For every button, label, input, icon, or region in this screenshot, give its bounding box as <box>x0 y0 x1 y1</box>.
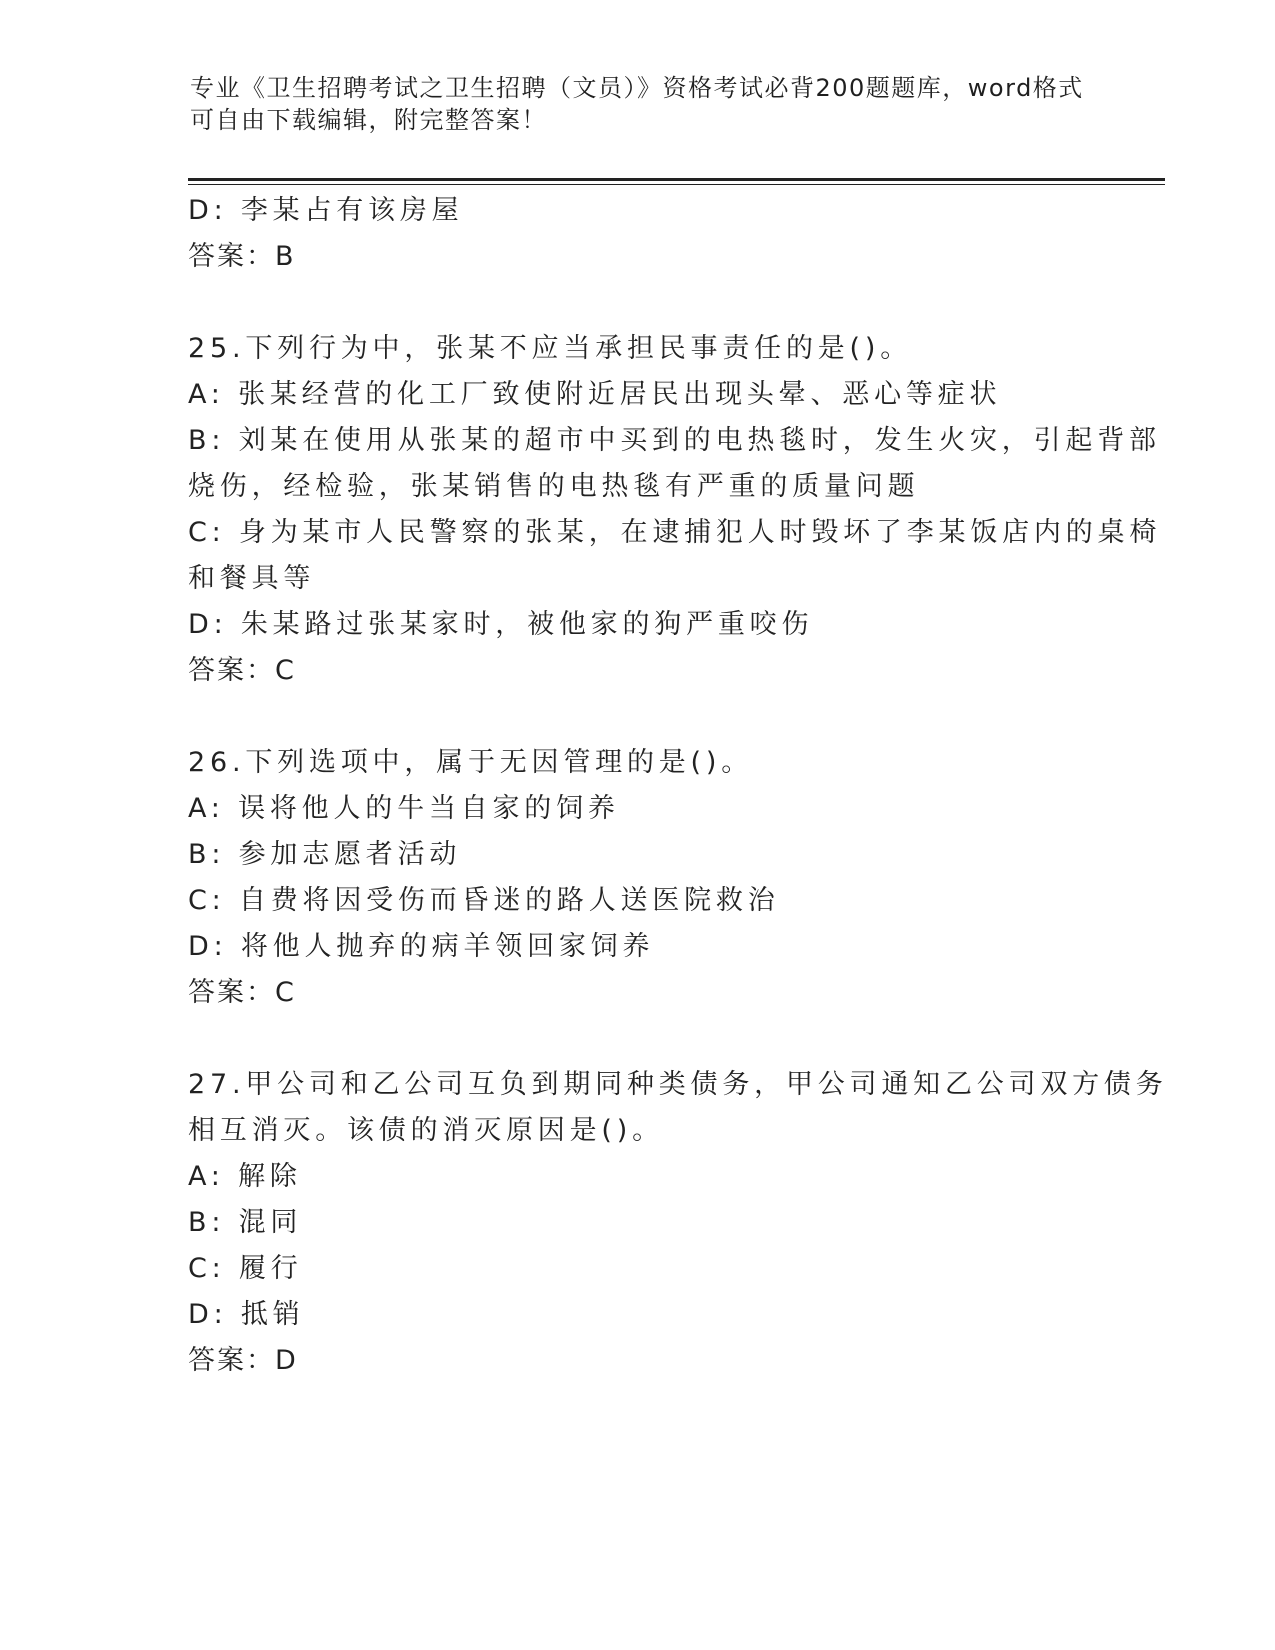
question-24-tail <box>188 188 1088 280</box>
question-25 <box>188 326 1162 694</box>
question-24-option-d: D: 李某占有该房屋 <box>188 195 464 226</box>
question-25-option-c-continued: 和餐具等 <box>188 563 316 594</box>
header-divider-thick <box>188 178 1165 181</box>
header-title-line-2: 可自由下载编辑，附完整答案！ <box>190 106 547 134</box>
question-24-answer: 答案：B <box>188 241 296 272</box>
question-25-option-d: D: 朱某路过张某家时，被他家的狗严重咬伤 <box>188 609 814 640</box>
question-list <box>188 188 1168 1384</box>
question-27-stem: 27.甲公司和乙公司互负到期同种类债务，甲公司通知乙公司双方债务 <box>188 1069 1168 1100</box>
question-27-option-c: C: 履行 <box>188 1253 303 1284</box>
question-27-stem-continued: 相互消灭。该债的消灭原因是()。 <box>188 1115 664 1146</box>
question-26-option-c: C: 自费将因受伤而昏迷的路人送医院救治 <box>188 885 780 916</box>
question-26 <box>188 740 1088 1016</box>
question-26-stem: 26.下列选项中，属于无因管理的是()。 <box>188 747 754 778</box>
question-27 <box>188 1062 1168 1384</box>
question-25-option-c: C: 身为某市人民警察的张某，在逮捕犯人时毁坏了李某饭店内的桌椅 <box>188 517 1162 548</box>
question-25-answer: 答案：C <box>188 655 296 686</box>
spacer <box>188 280 1088 326</box>
question-25-stem: 25.下列行为中，张某不应当承担民事责任的是()。 <box>188 333 913 364</box>
question-25-option-b: B: 刘某在使用从张某的超市中买到的电热毯时，发生火灾，引起背部 <box>188 425 1161 456</box>
question-27-option-b: B: 混同 <box>188 1207 303 1238</box>
document-header <box>190 72 1090 136</box>
question-26-option-d: D: 将他人抛弃的病羊领回家饲养 <box>188 931 655 962</box>
question-27-answer: 答案：D <box>188 1345 298 1376</box>
question-25-option-b-continued: 烧伤，经检验，张某销售的电热毯有严重的质量问题 <box>188 471 920 502</box>
header-divider-thin <box>188 184 1165 185</box>
question-26-option-a: A: 误将他人的牛当自家的饲养 <box>188 793 620 824</box>
spacer <box>188 694 1088 740</box>
header-title-line-1: 专业《卫生招聘考试之卫生招聘（文员）》资格考试必背200题题库，word格式 <box>190 74 1084 102</box>
question-27-option-a: A: 解除 <box>188 1161 302 1192</box>
question-27-option-d: D: 抵销 <box>188 1299 305 1330</box>
question-26-option-b: B: 参加志愿者活动 <box>188 839 462 870</box>
spacer <box>188 1016 1088 1062</box>
question-25-option-a: A: 张某经营的化工厂致使附近居民出现头晕、恶心等症状 <box>188 379 1002 410</box>
question-26-answer: 答案：C <box>188 977 296 1008</box>
